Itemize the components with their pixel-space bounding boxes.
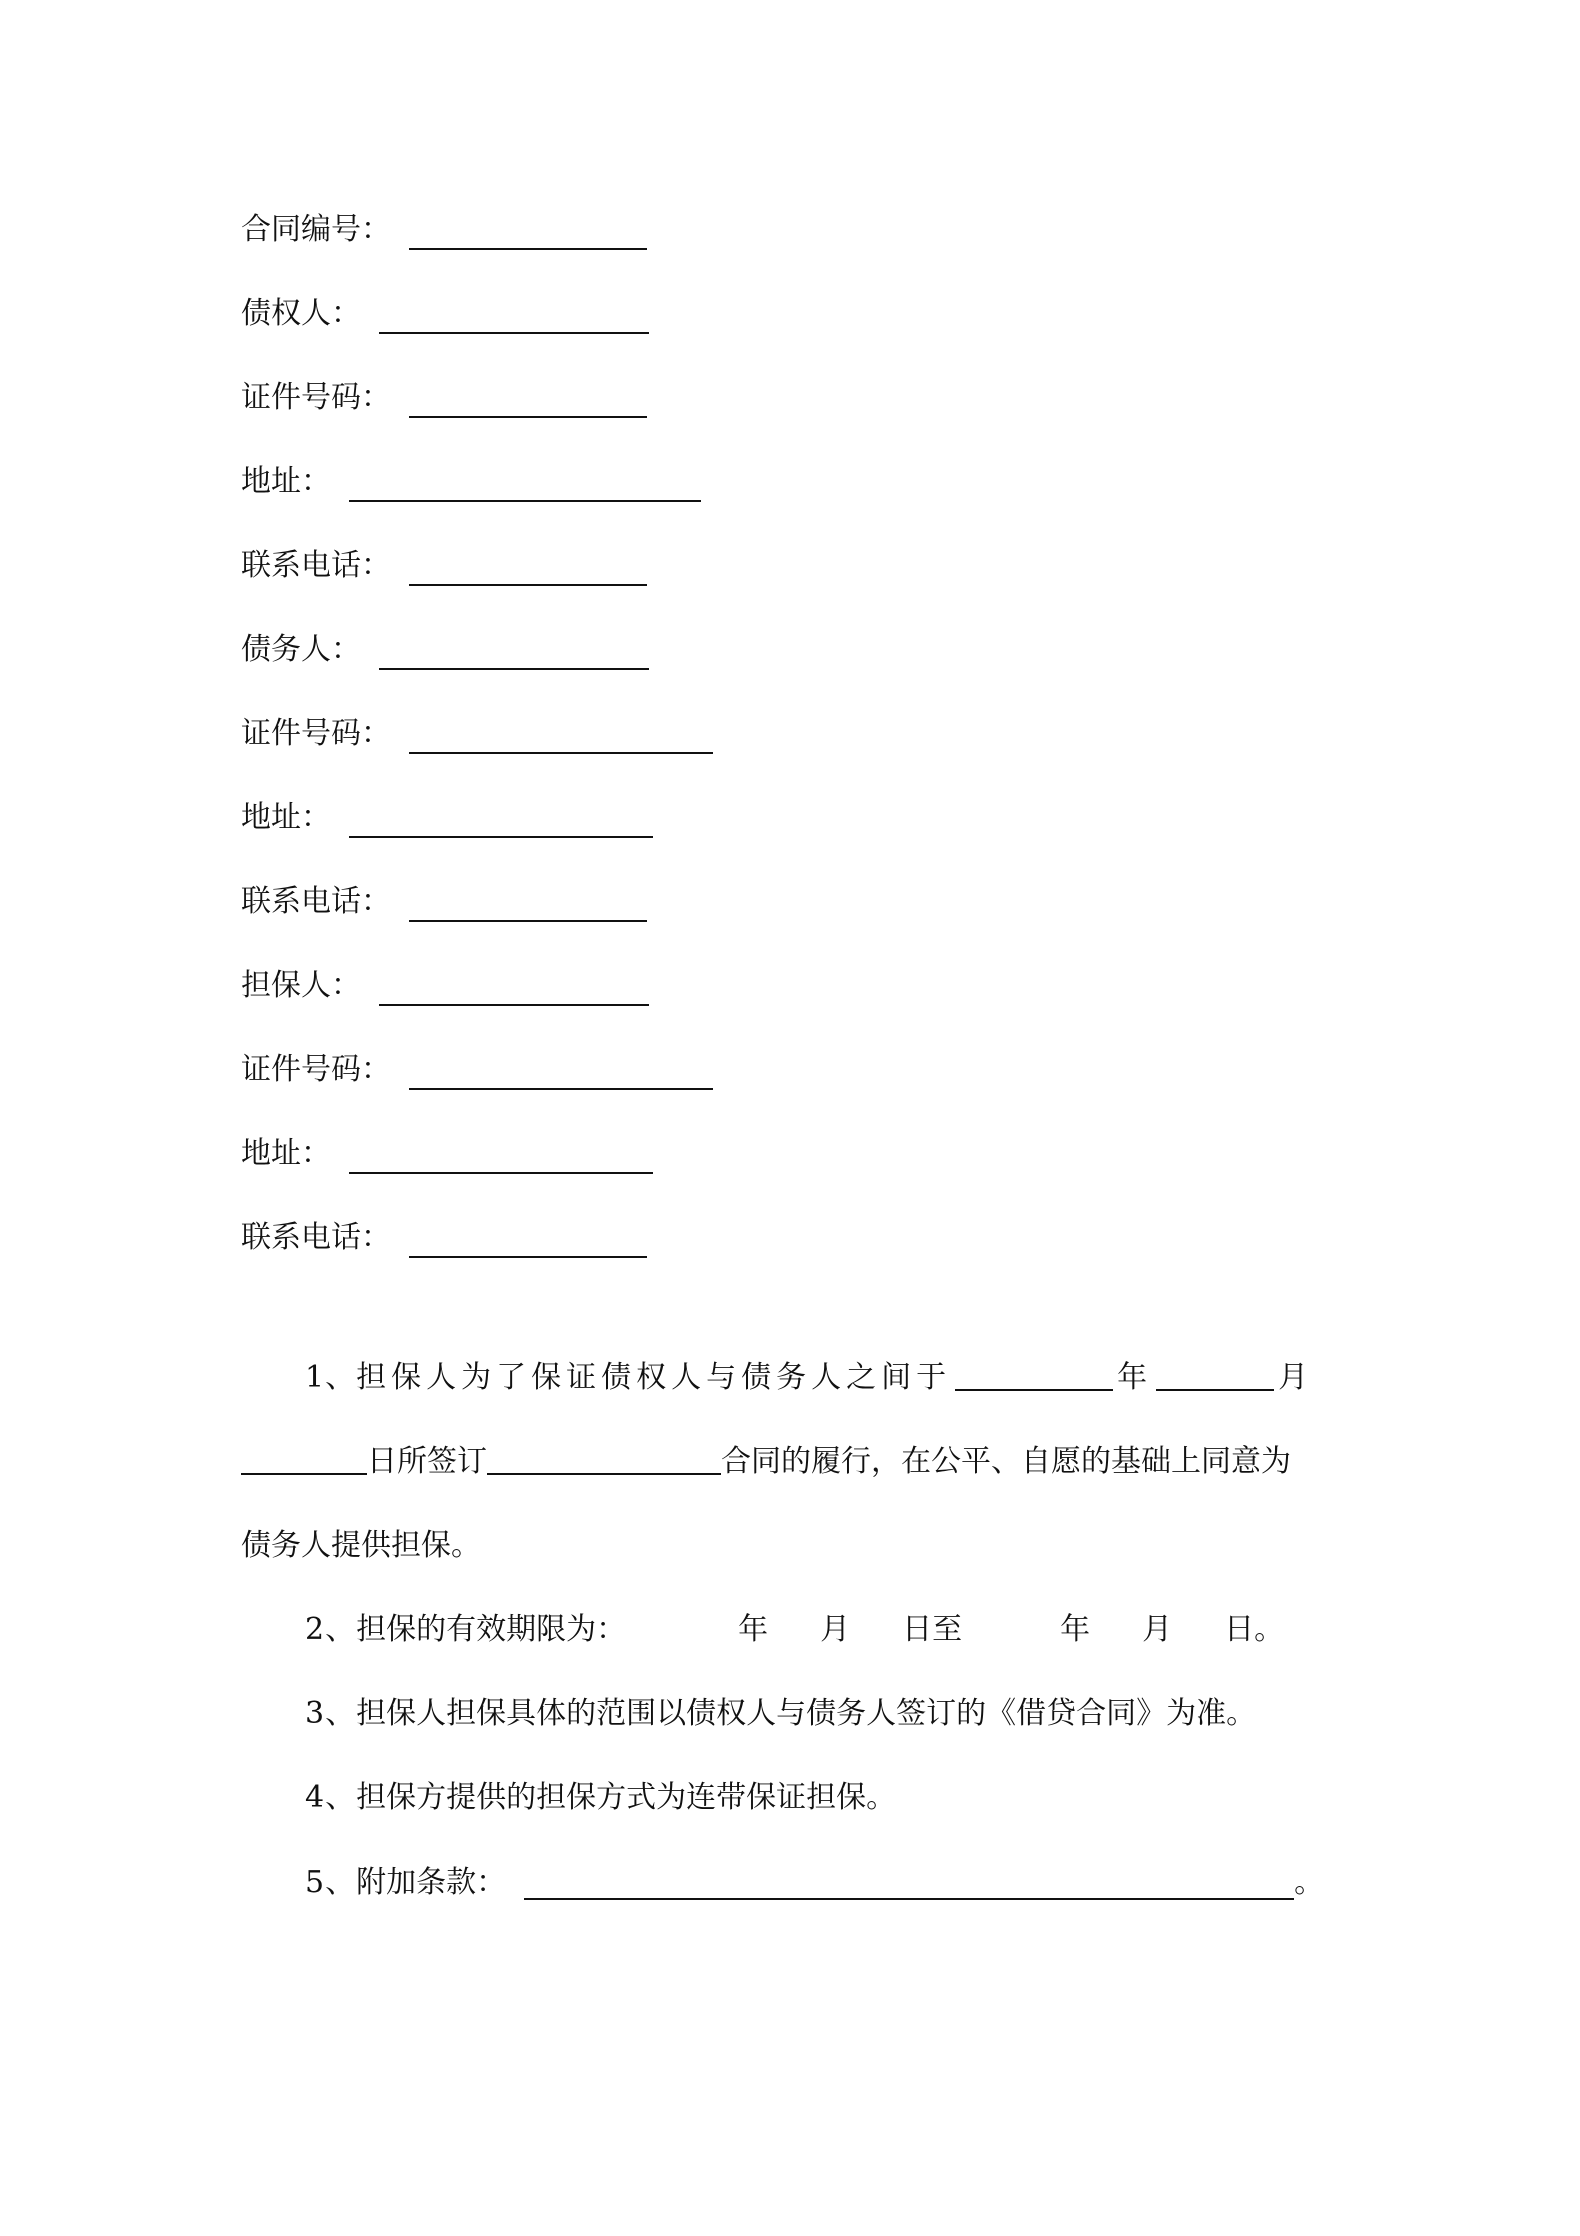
field-debtor-address bbox=[241, 788, 653, 838]
creditor-blank[interactable] bbox=[379, 296, 649, 334]
clause-1-line-3 bbox=[241, 1526, 481, 1566]
clause-text: 合同的履行，在公平、自愿的基础上同意为 bbox=[721, 1444, 1291, 1479]
field-debtor bbox=[241, 620, 649, 670]
debtor-blank[interactable] bbox=[379, 632, 649, 670]
field-label: 联系电话： bbox=[241, 1220, 391, 1255]
field-label: 证件号码： bbox=[241, 1052, 391, 1087]
field-debtor-phone bbox=[241, 872, 647, 922]
field-label: 地址： bbox=[241, 1136, 331, 1171]
field-guarantor bbox=[241, 956, 649, 1006]
field-creditor-id bbox=[241, 368, 647, 418]
clause-text: 日所签订 bbox=[367, 1444, 487, 1479]
year-label: 年 bbox=[738, 1612, 769, 1647]
year-label: 年 bbox=[1117, 1360, 1153, 1395]
field-label: 债权人： bbox=[241, 296, 361, 331]
additional-terms-blank[interactable] bbox=[524, 1862, 1294, 1900]
clause-text: 担保人担保具体的范围以债权人与债务人签订的《借贷合同》为准。 bbox=[356, 1696, 1257, 1731]
debtor-phone-blank[interactable] bbox=[409, 884, 647, 922]
day-blank[interactable] bbox=[241, 1443, 367, 1475]
clause-text: 担保人为了保证债权人与债务人之间于 bbox=[356, 1360, 952, 1395]
field-label: 担保人： bbox=[241, 968, 361, 1003]
clause-text: 担保的有效期限为： bbox=[356, 1612, 627, 1647]
clause-5 bbox=[305, 1862, 1324, 1903]
clause-number: 2、 bbox=[305, 1612, 357, 1647]
clause-1-line-2 bbox=[241, 1442, 1291, 1482]
day-label: 日至 bbox=[902, 1612, 963, 1647]
debtor-id-blank[interactable] bbox=[409, 716, 713, 754]
guarantor-blank[interactable] bbox=[379, 968, 649, 1006]
field-label: 合同编号： bbox=[241, 212, 391, 247]
month-blank[interactable] bbox=[1156, 1359, 1274, 1391]
year-blank[interactable] bbox=[955, 1359, 1113, 1391]
clause-text: 附加条款： bbox=[356, 1865, 507, 1900]
creditor-address-blank[interactable] bbox=[349, 464, 701, 502]
clause-3 bbox=[305, 1694, 1256, 1734]
clause-number: 5、 bbox=[305, 1865, 357, 1900]
clause-4 bbox=[305, 1778, 896, 1818]
creditor-phone-blank[interactable] bbox=[409, 548, 647, 586]
clause-2 bbox=[305, 1610, 1284, 1650]
clause-1-line-1 bbox=[305, 1358, 1313, 1398]
guarantor-phone-blank[interactable] bbox=[409, 1220, 647, 1258]
field-creditor bbox=[241, 284, 649, 334]
clause-text: 担保方提供的担保方式为连带保证担保。 bbox=[356, 1780, 897, 1815]
month-label: 月 bbox=[1278, 1360, 1314, 1395]
contract-number-blank[interactable] bbox=[409, 212, 647, 250]
field-guarantor-address bbox=[241, 1124, 653, 1174]
day-label: 日。 bbox=[1224, 1612, 1285, 1647]
field-debtor-id bbox=[241, 704, 713, 754]
creditor-id-blank[interactable] bbox=[409, 380, 647, 418]
field-creditor-phone bbox=[241, 536, 647, 586]
clause-number: 1、 bbox=[305, 1360, 357, 1395]
field-creditor-address bbox=[241, 452, 701, 502]
month-label: 月 bbox=[1142, 1612, 1173, 1647]
clause-number: 3、 bbox=[305, 1696, 357, 1731]
field-label: 证件号码： bbox=[241, 716, 391, 751]
debtor-address-blank[interactable] bbox=[349, 800, 653, 838]
contract-name-blank[interactable] bbox=[487, 1443, 721, 1475]
field-guarantor-phone bbox=[241, 1208, 647, 1258]
month-label: 月 bbox=[820, 1612, 851, 1647]
field-label: 证件号码： bbox=[241, 380, 391, 415]
field-label: 联系电话： bbox=[241, 548, 391, 583]
clause-text: 债务人提供担保。 bbox=[241, 1528, 481, 1563]
clause-end: 。 bbox=[1294, 1865, 1325, 1900]
field-label: 地址： bbox=[241, 800, 331, 835]
guarantor-id-blank[interactable] bbox=[409, 1052, 713, 1090]
field-label: 地址： bbox=[241, 464, 331, 499]
field-label: 联系电话： bbox=[241, 884, 391, 919]
field-label: 债务人： bbox=[241, 632, 361, 667]
field-contract-number bbox=[241, 200, 647, 250]
clause-number: 4、 bbox=[305, 1780, 357, 1815]
guarantor-address-blank[interactable] bbox=[349, 1136, 653, 1174]
field-guarantor-id bbox=[241, 1040, 713, 1090]
year-label: 年 bbox=[1060, 1612, 1091, 1647]
